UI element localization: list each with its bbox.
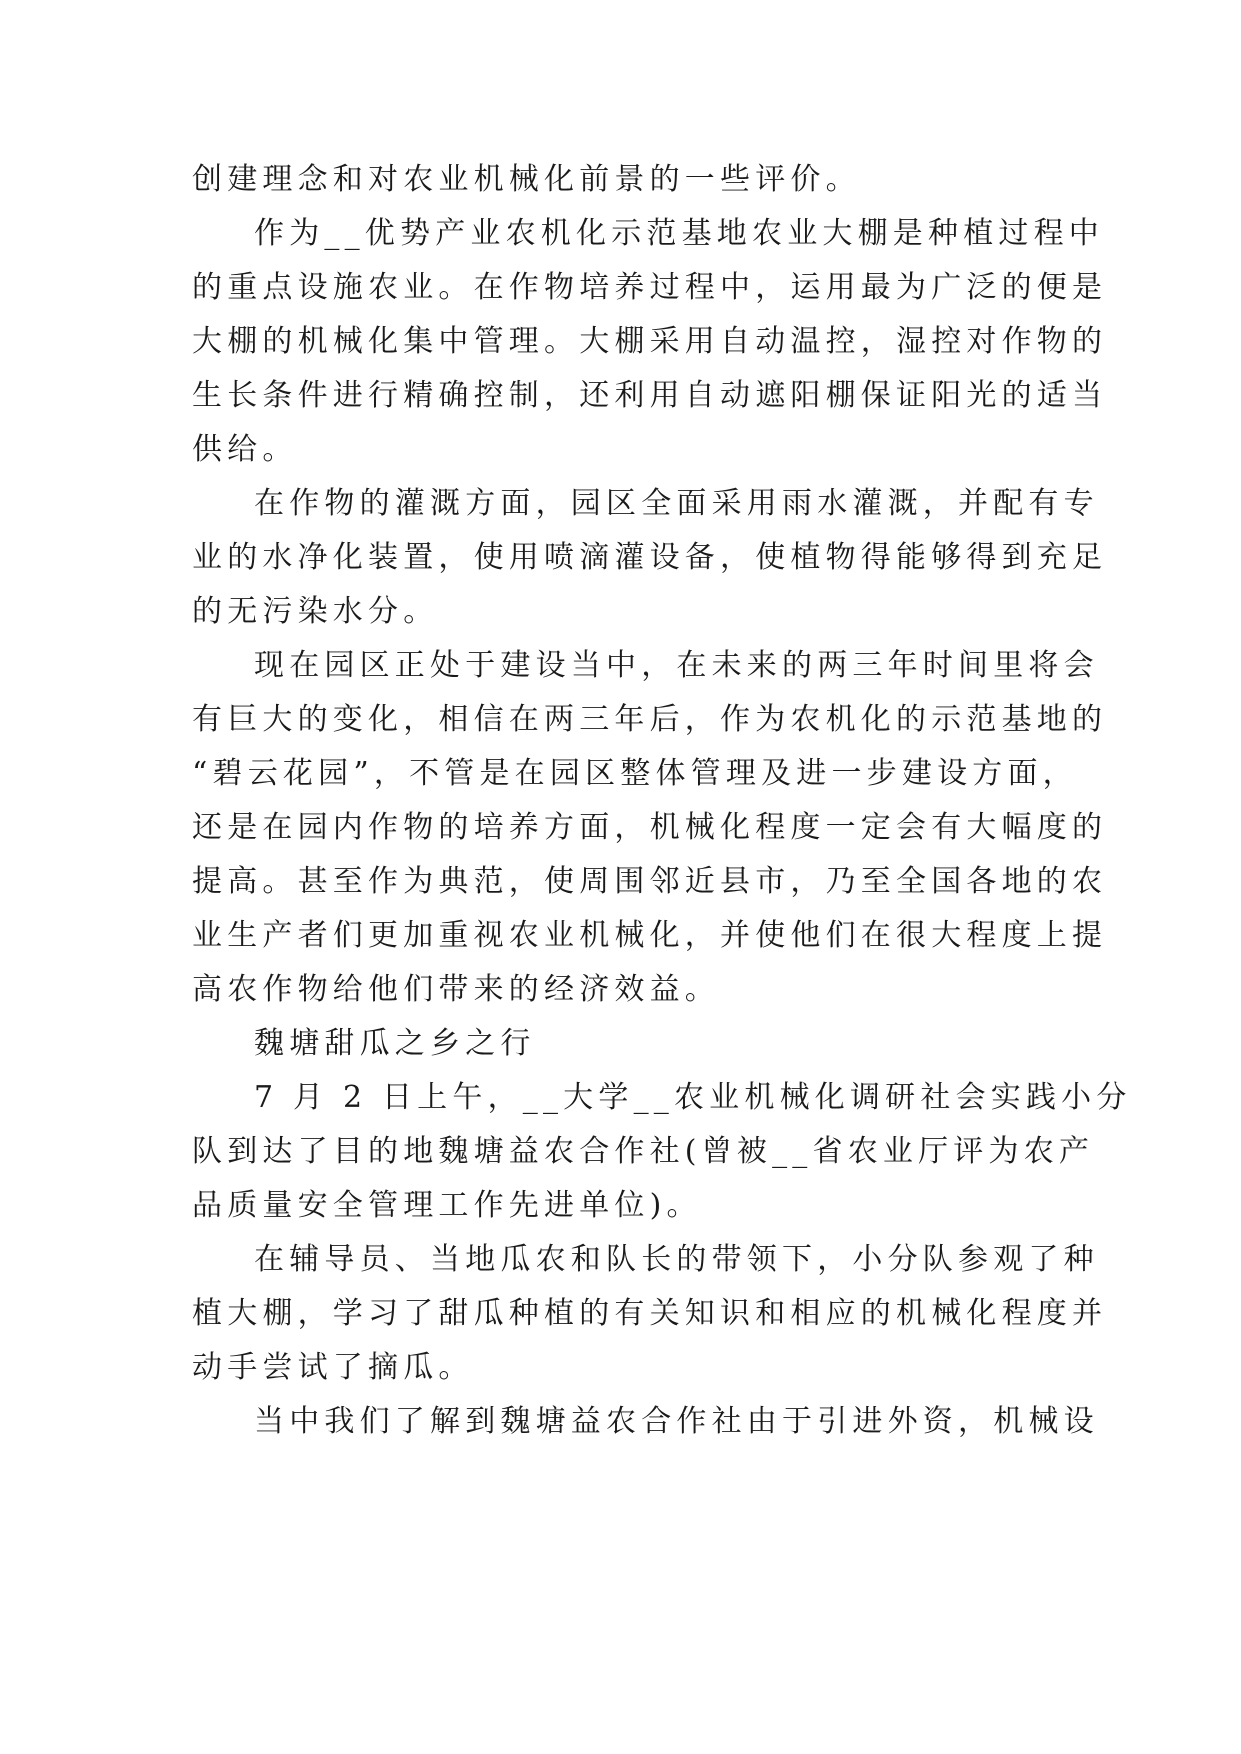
text-line: 植大棚，学习了甜瓜种植的有关知识和相应的机械化程度并 [192, 1296, 1108, 1331]
text-line: 业生产者们更加重视农业机械化，并使他们在很大程度上提 [192, 918, 1108, 953]
text-line: 业的水净化装置，使用喷滴灌设备，使植物得能够得到充足 [192, 540, 1108, 575]
text-line: 现在园区正处于建设当中，在未来的两三年时间里将会 [254, 648, 1099, 683]
text-line: 供给。 [192, 432, 298, 467]
text-line: 7 月 2 日上午，__大学__农业机械化调研社会实践小分 [254, 1080, 1132, 1115]
text-line: 的重点设施农业。在作物培养过程中，运用最为广泛的便是 [192, 270, 1108, 305]
text-line: 品质量安全管理工作先进单位)。 [192, 1188, 702, 1223]
text-line: 创建理念和对农业机械化前景的一些评价。 [192, 162, 861, 197]
text-line: 队到达了目的地魏塘益农合作社(曾被__省农业厅评为农产 [192, 1134, 1095, 1169]
text-line: 当中我们了解到魏塘益农合作社由于引进外资，机械设 [254, 1404, 1099, 1439]
text-line: 作为__优势产业农机化示范基地农业大棚是种植过程中 [254, 216, 1104, 251]
text-line: 提高。甚至作为典范，使周围邻近县市，乃至全国各地的农 [192, 864, 1108, 899]
text-line: “碧云花园”，不管是在园区整体管理及进一步建设方面， [192, 756, 1078, 791]
text-line: 动手尝试了摘瓜。 [192, 1350, 474, 1385]
text-line: 有巨大的变化，相信在两三年后，作为农机化的示范基地的 [192, 702, 1108, 737]
section-heading: 魏塘甜瓜之乡之行 [254, 1026, 536, 1061]
text-line: 在辅导员、当地瓜农和队长的带领下，小分队参观了种 [254, 1242, 1099, 1277]
text-line: 大棚的机械化集中管理。大棚采用自动温控，湿控对作物的 [192, 324, 1108, 359]
text-line: 在作物的灌溉方面，园区全面采用雨水灌溉，并配有专 [254, 486, 1099, 521]
text-line: 还是在园内作物的培养方面，机械化程度一定会有大幅度的 [192, 810, 1108, 845]
text-line: 生长条件进行精确控制，还利用自动遮阳棚保证阳光的适当 [192, 378, 1108, 413]
text-line: 的无污染水分。 [192, 594, 439, 629]
text-line: 高农作物给他们带来的经济效益。 [192, 972, 720, 1007]
